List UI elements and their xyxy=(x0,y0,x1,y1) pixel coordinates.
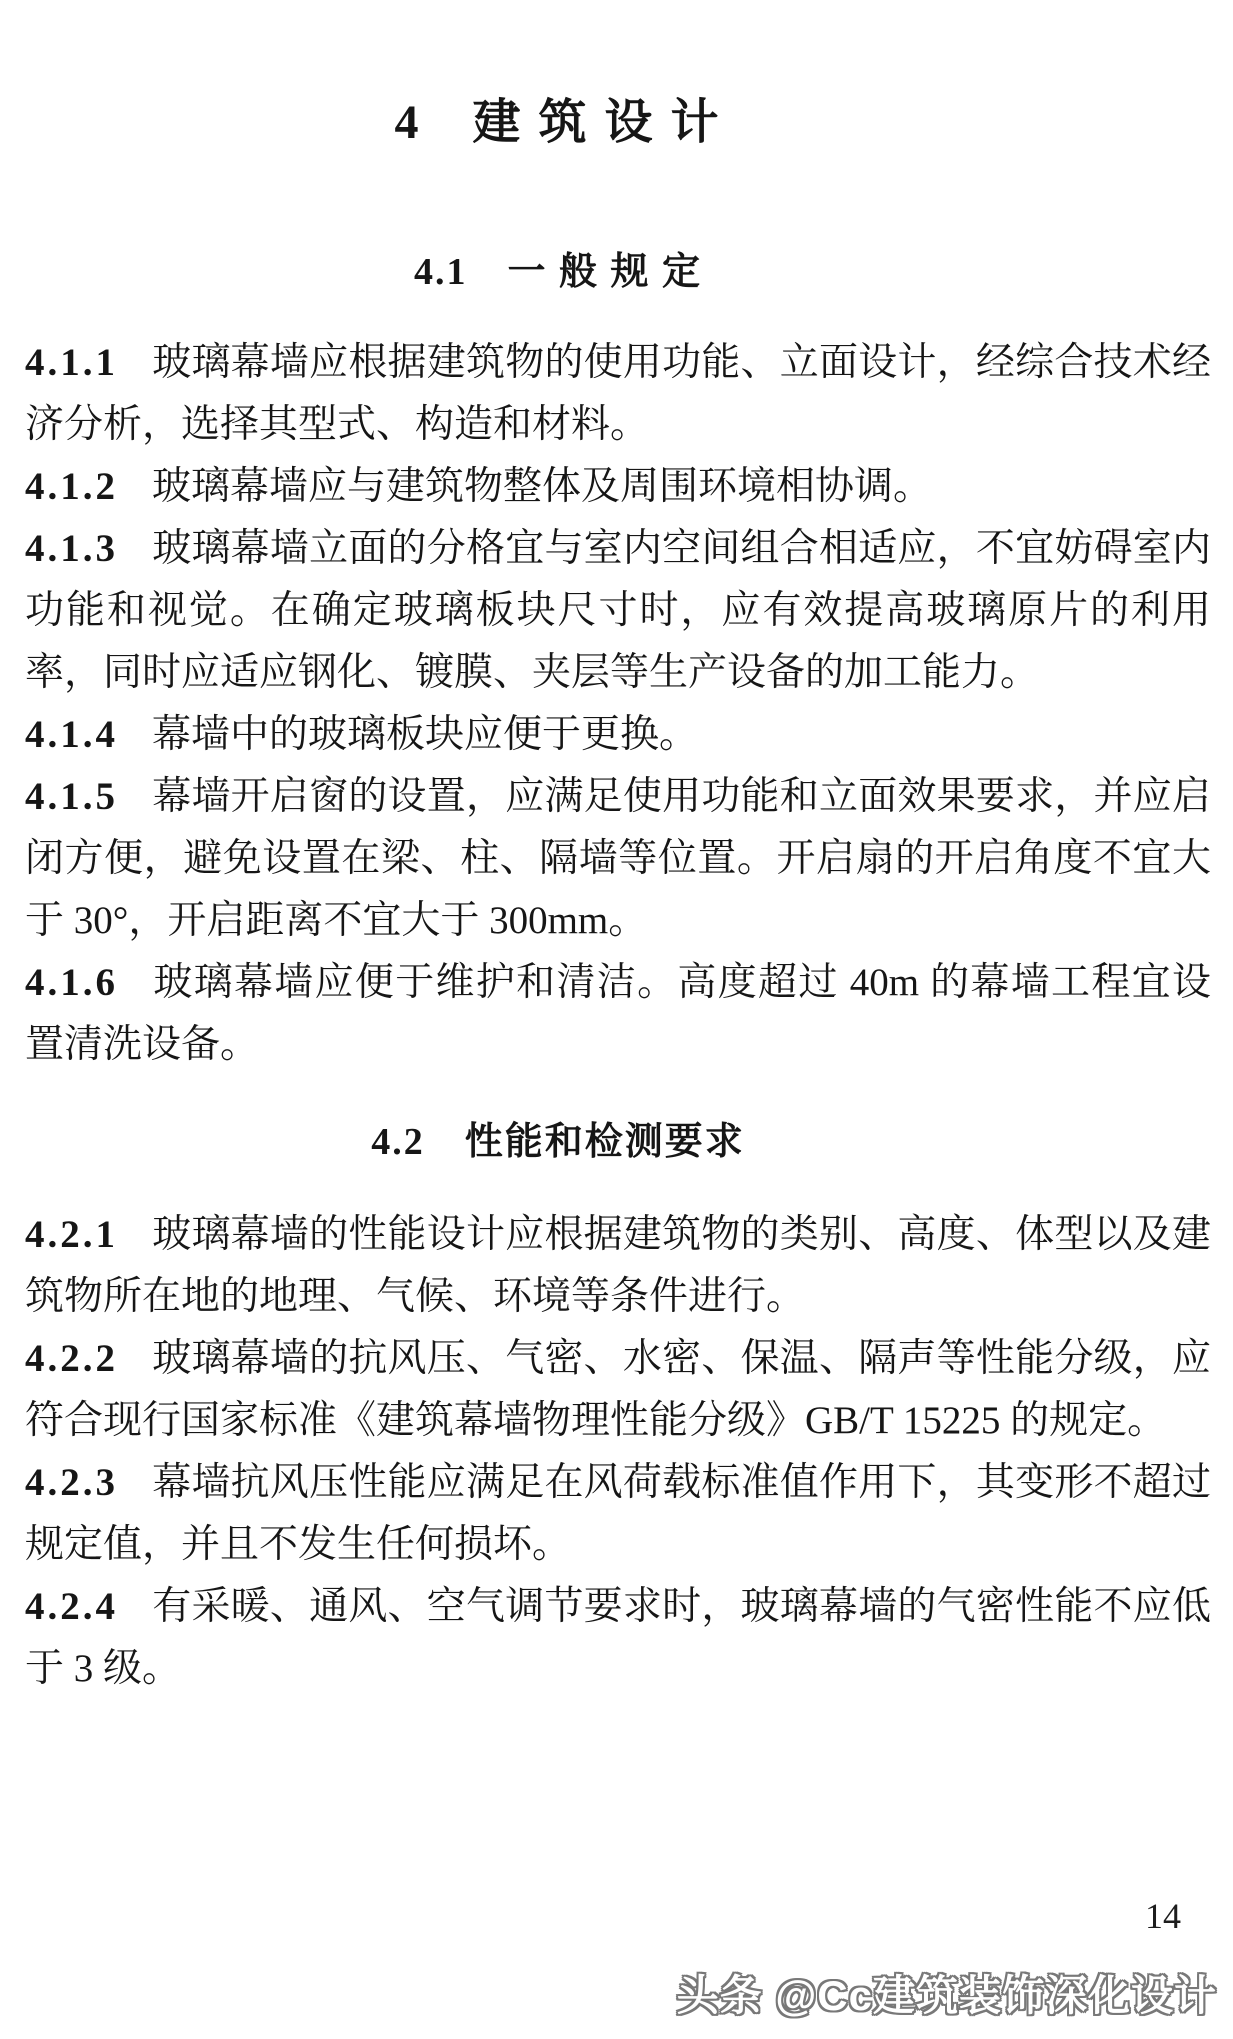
clause-text: 幕墙开启窗的设置，应满足使用功能和立面效果要求，并应启闭方便，避免设置在梁、柱、隔墙等位置。开启扇的开启角度不宜大于 30°，开启距离不宜大于 300mm。 xyxy=(25,775,1211,942)
clause-text: 幕墙中的玻璃板块应便于更换。 xyxy=(152,713,699,756)
clause-number: 4.1.6 xyxy=(25,961,118,1004)
clause-text: 玻璃幕墙应与建筑物整体及周围环境相协调。 xyxy=(152,465,933,508)
clause-number: 4.1.5 xyxy=(25,775,118,818)
clause-number: 4.2.4 xyxy=(25,1585,118,1628)
clause-number: 4.1.1 xyxy=(25,341,118,384)
clause-4-1-5 xyxy=(25,766,1211,952)
clause-number: 4.2.3 xyxy=(25,1461,118,1504)
clause-4-1-3 xyxy=(25,518,1211,704)
clause-number: 4.1.3 xyxy=(25,527,118,570)
clause-text: 玻璃幕墙的抗风压、气密、水密、保温、隔声等性能分级，应符合现行国家标准《建筑幕墙物理性能分级》GB/T 15225 的规定。 xyxy=(25,1337,1211,1442)
clause-4-2-2 xyxy=(25,1328,1211,1452)
clause-4-2-3 xyxy=(25,1452,1211,1576)
clause-4-1-2 xyxy=(25,456,1211,518)
clause-4-1-6 xyxy=(25,952,1211,1076)
clause-text: 玻璃幕墙立面的分格宜与室内空间组合相适应，不宜妨碍室内功能和视觉。在确定玻璃板块尺寸时，应有效提高玻璃原片的利用率，同时应适应钢化、镀膜、夹层等生产设备的加工能力。 xyxy=(25,527,1211,694)
clause-text: 玻璃幕墙的性能设计应根据建筑物的类别、高度、体型以及建筑物所在地的地理、气候、环境等条件进行。 xyxy=(25,1213,1211,1318)
clause-4-2-1 xyxy=(25,1204,1211,1328)
clause-text: 玻璃幕墙应根据建筑物的使用功能、立面设计，经综合技术经济分析，选择其型式、构造和材料。 xyxy=(25,341,1211,446)
section-4-1-heading: 4.1 一 般 规 定 xyxy=(413,251,702,293)
page-content xyxy=(0,97,1233,1700)
clause-text: 有采暖、通风、空气调节要求时，玻璃幕墙的气密性能不应低于 3 级。 xyxy=(25,1585,1211,1690)
section-4-2 xyxy=(25,1122,1211,1700)
clause-text: 幕墙抗风压性能应满足在风荷载标准值作用下，其变形不超过规定值，并且不发生任何损坏。 xyxy=(25,1461,1211,1566)
section-4-1 xyxy=(25,252,1211,1076)
clause-4-2-4 xyxy=(25,1576,1211,1700)
clause-text: 玻璃幕墙应便于维护和清洁。高度超过 40m 的幕墙工程宜设置清洗设备。 xyxy=(25,961,1211,1066)
clause-number: 4.2.2 xyxy=(25,1337,118,1380)
clause-number: 4.1.4 xyxy=(25,713,118,756)
section-4-2-heading: 4.2 性能和检测要求 xyxy=(371,1121,745,1163)
clause-number: 4.1.2 xyxy=(25,465,118,508)
clause-4-1-4 xyxy=(25,704,1211,766)
page-number: 14 xyxy=(1145,1896,1181,1936)
clause-number: 4.2.1 xyxy=(25,1213,118,1256)
watermark: 头条 @Cc建筑装饰深化设计 xyxy=(676,1972,1217,2019)
clause-4-1-1 xyxy=(25,332,1211,456)
chapter-title: 4 建 筑 设 计 xyxy=(394,96,722,149)
